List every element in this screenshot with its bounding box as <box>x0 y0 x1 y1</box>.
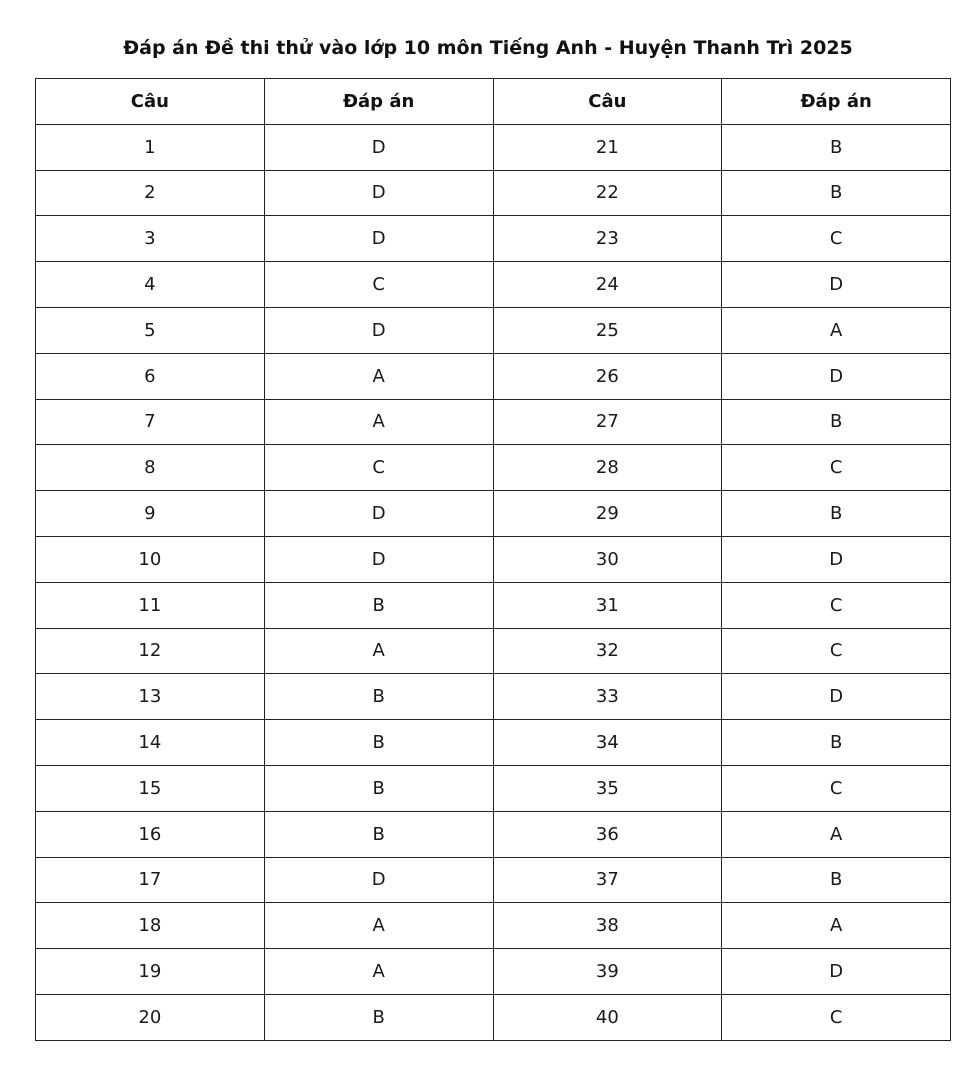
answer-right: A <box>722 903 951 949</box>
answer-left: B <box>264 582 493 628</box>
answer-left: B <box>264 994 493 1040</box>
question-number-right: 31 <box>493 582 722 628</box>
question-number-left: 8 <box>36 445 265 491</box>
answer-right: B <box>722 491 951 537</box>
question-number-right: 32 <box>493 628 722 674</box>
answer-right: D <box>722 949 951 995</box>
answer-right: A <box>722 811 951 857</box>
question-number-right: 38 <box>493 903 722 949</box>
question-number-right: 34 <box>493 720 722 766</box>
question-number-right: 30 <box>493 536 722 582</box>
question-number-left: 15 <box>36 765 265 811</box>
question-number-left: 17 <box>36 857 265 903</box>
question-number-left: 12 <box>36 628 265 674</box>
answer-right: A <box>722 307 951 353</box>
answer-left: C <box>264 262 493 308</box>
answer-right: D <box>722 353 951 399</box>
answer-right: D <box>722 262 951 308</box>
question-number-right: 35 <box>493 765 722 811</box>
answer-left: D <box>264 536 493 582</box>
question-number-right: 24 <box>493 262 722 308</box>
question-number-left: 1 <box>36 124 265 170</box>
answer-right: B <box>722 124 951 170</box>
question-number-left: 7 <box>36 399 265 445</box>
question-number-right: 22 <box>493 170 722 216</box>
header-question-right: Câu <box>493 79 722 125</box>
question-number-left: 4 <box>36 262 265 308</box>
question-number-left: 13 <box>36 674 265 720</box>
answer-left: D <box>264 170 493 216</box>
question-number-left: 14 <box>36 720 265 766</box>
question-number-right: 27 <box>493 399 722 445</box>
question-number-left: 16 <box>36 811 265 857</box>
answer-left: D <box>264 307 493 353</box>
table-row <box>36 674 951 720</box>
question-number-left: 2 <box>36 170 265 216</box>
question-number-right: 40 <box>493 994 722 1040</box>
table-row <box>36 903 951 949</box>
table-row <box>36 216 951 262</box>
question-number-right: 28 <box>493 445 722 491</box>
question-number-left: 19 <box>36 949 265 995</box>
answer-left: B <box>264 674 493 720</box>
answer-right: B <box>722 720 951 766</box>
answer-left: A <box>264 903 493 949</box>
table-row <box>36 582 951 628</box>
question-number-right: 39 <box>493 949 722 995</box>
answer-right: C <box>722 582 951 628</box>
answer-right: B <box>722 170 951 216</box>
answer-left: A <box>264 399 493 445</box>
table-row <box>36 811 951 857</box>
table-row <box>36 445 951 491</box>
table-row <box>36 857 951 903</box>
answer-left: B <box>264 720 493 766</box>
table-row <box>36 628 951 674</box>
question-number-left: 18 <box>36 903 265 949</box>
question-number-left: 9 <box>36 491 265 537</box>
header-answer-right: Đáp án <box>722 79 951 125</box>
answer-left: A <box>264 353 493 399</box>
answer-right: C <box>722 445 951 491</box>
answer-right: B <box>722 399 951 445</box>
answer-left: B <box>264 765 493 811</box>
table-row <box>36 491 951 537</box>
table-row <box>36 536 951 582</box>
answer-right: C <box>722 628 951 674</box>
answer-left: D <box>264 216 493 262</box>
table-body <box>36 124 951 1040</box>
answer-left: D <box>264 857 493 903</box>
question-number-left: 20 <box>36 994 265 1040</box>
table-header-row <box>36 79 951 125</box>
answer-right: C <box>722 216 951 262</box>
answer-left: C <box>264 445 493 491</box>
question-number-right: 21 <box>493 124 722 170</box>
answer-left: D <box>264 491 493 537</box>
table-row <box>36 949 951 995</box>
answer-left: A <box>264 949 493 995</box>
question-number-right: 33 <box>493 674 722 720</box>
table-row <box>36 765 951 811</box>
answer-key-table <box>35 78 951 1041</box>
table-row <box>36 353 951 399</box>
table-row <box>36 124 951 170</box>
answer-left: D <box>264 124 493 170</box>
question-number-left: 6 <box>36 353 265 399</box>
table-row <box>36 720 951 766</box>
question-number-right: 25 <box>493 307 722 353</box>
answer-right: C <box>722 765 951 811</box>
question-number-left: 11 <box>36 582 265 628</box>
answer-right: D <box>722 536 951 582</box>
question-number-right: 23 <box>493 216 722 262</box>
question-number-right: 36 <box>493 811 722 857</box>
table-row <box>36 994 951 1040</box>
question-number-right: 29 <box>493 491 722 537</box>
table-row <box>36 170 951 216</box>
table-row <box>36 262 951 308</box>
answer-left: B <box>264 811 493 857</box>
header-question-left: Câu <box>36 79 265 125</box>
question-number-left: 3 <box>36 216 265 262</box>
question-number-right: 26 <box>493 353 722 399</box>
page-title: Đáp án Đề thi thử vào lớp 10 môn Tiếng Anh - Huyện Thanh Trì 2025 <box>123 37 853 59</box>
answer-right: B <box>722 857 951 903</box>
table-row <box>36 399 951 445</box>
answer-left: A <box>264 628 493 674</box>
question-number-right: 37 <box>493 857 722 903</box>
answer-right: C <box>722 994 951 1040</box>
question-number-left: 5 <box>36 307 265 353</box>
question-number-left: 10 <box>36 536 265 582</box>
header-answer-left: Đáp án <box>264 79 493 125</box>
answer-right: D <box>722 674 951 720</box>
table-row <box>36 307 951 353</box>
